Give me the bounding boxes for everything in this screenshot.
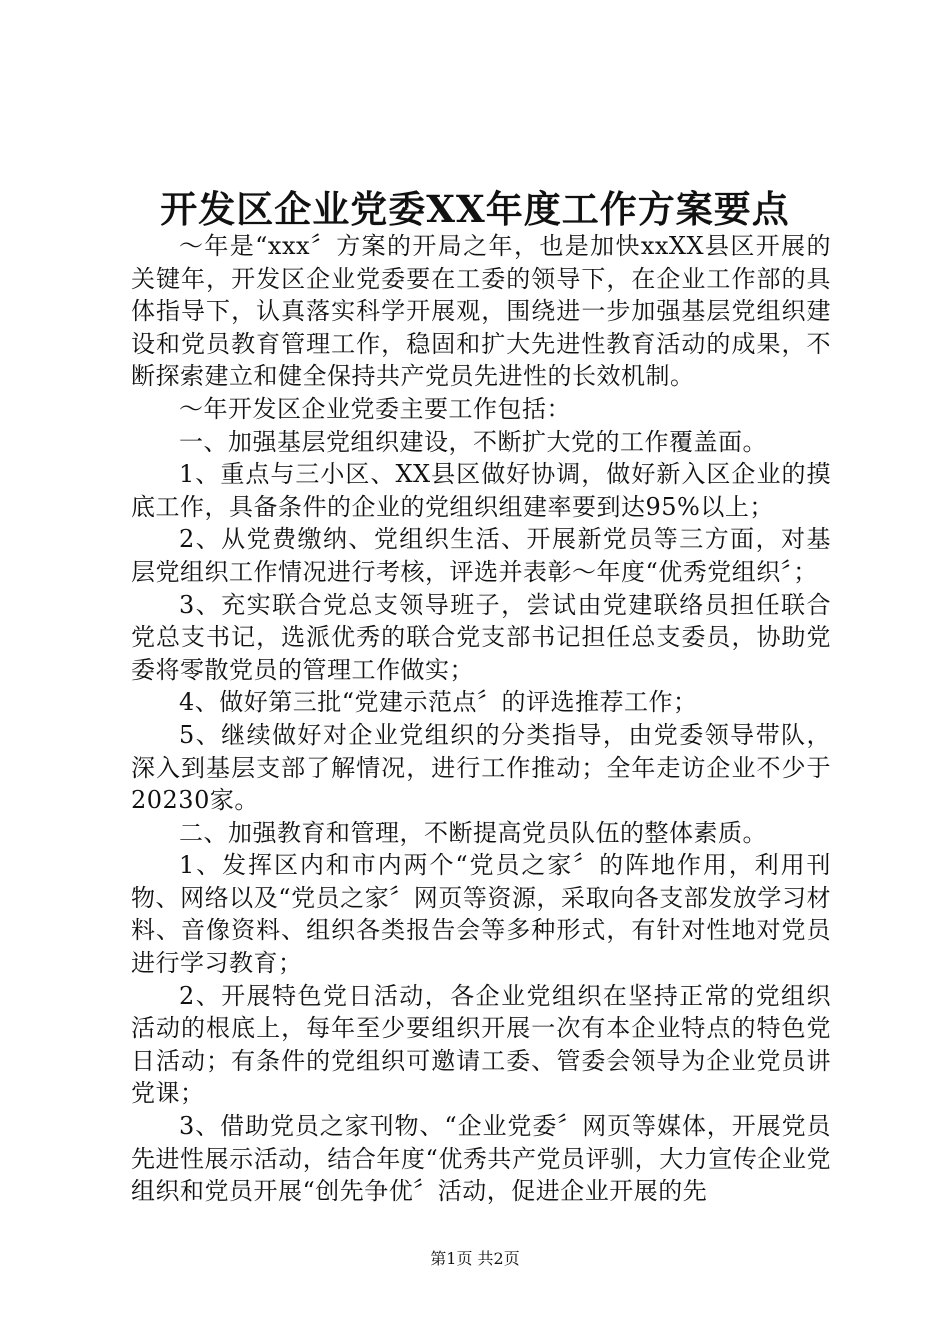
list-item: 3、借助党员之家刊物、“企业党委〞网页等媒体，开展党员先进性展示活动，结合年度“优秀共产党员评驯，大力宣传企业党组织和党员开展“创先争优〞活动，促进企业开展的先: [131, 1112, 831, 1206]
document-body: [131, 230, 831, 1208]
list-item: 2、开展特色党日活动，各企业党组织在坚持正常的党组织活动的根底上，每年至少要组织开展一次有本企业特点的特色党日活动；有条件的党组织可邀请工委、管委会领导为企业党员讲党课；: [131, 981, 831, 1108]
paragraph: ～年开发区企业党委主要工作包括：: [179, 394, 571, 423]
document-title: 开发区企业党委XX年度工作方案要点: [160, 187, 790, 231]
list-item: 1、发挥区内和市内两个“党员之家〞的阵地作用，利用刊物、网络以及“党员之家〞网页等资源，采取向各支部发放学习材料、音像资料、组织各类报告会等多种形式，有针对性地对党员进行学习教育；: [131, 851, 831, 978]
page-number: 第1页 共2页: [430, 1249, 520, 1268]
list-item: 2、从党费缴纳、党组织生活、开展新党员等三方面，对基层党组织工作情况进行考核，评选并表彰～年度“优秀党组织〞；: [131, 525, 831, 586]
section-heading: 一、加强基层党组织建设，不断扩大党的工作覆盖面。: [179, 427, 767, 456]
list-item: 5、继续做好对企业党组织的分类指导，由党委领导带队，深入到基层支部了解情况，进行工作推动；全年走访企业不少于20230家。: [131, 720, 831, 815]
list-item: 3、充实联合党总支领导班子，尝试由党建联络员担任联合党总支书记，选派优秀的联合党支部书记担任总支委员，协助党委将零散党员的管理工作做实；: [131, 590, 831, 684]
list-item: 1、重点与三小区、XX县区做好协调，做好新入区企业的摸底工作，具备条件的企业的党组织组建率要到达95%以上；: [131, 460, 831, 521]
section-heading: 二、加强教育和管理，不断提高党员队伍的整体素质。: [179, 818, 767, 847]
list-item: 4、做好第三批“党建示范点〞的评选推荐工作；: [179, 688, 698, 717]
paragraph: ～年是“xxx〞方案的开局之年，也是加快xxXX县区开展的关键年，开发区企业党委要在工委的领导下，在企业工作部的具体指导下，认真落实科学开展观，围绕进一步加强基层党组织建设和党员教育管理工作，稳固和扩大先进性教育活动的成果，不断探索建立和健全保持共产党员先进性的长效机制。: [131, 232, 831, 391]
